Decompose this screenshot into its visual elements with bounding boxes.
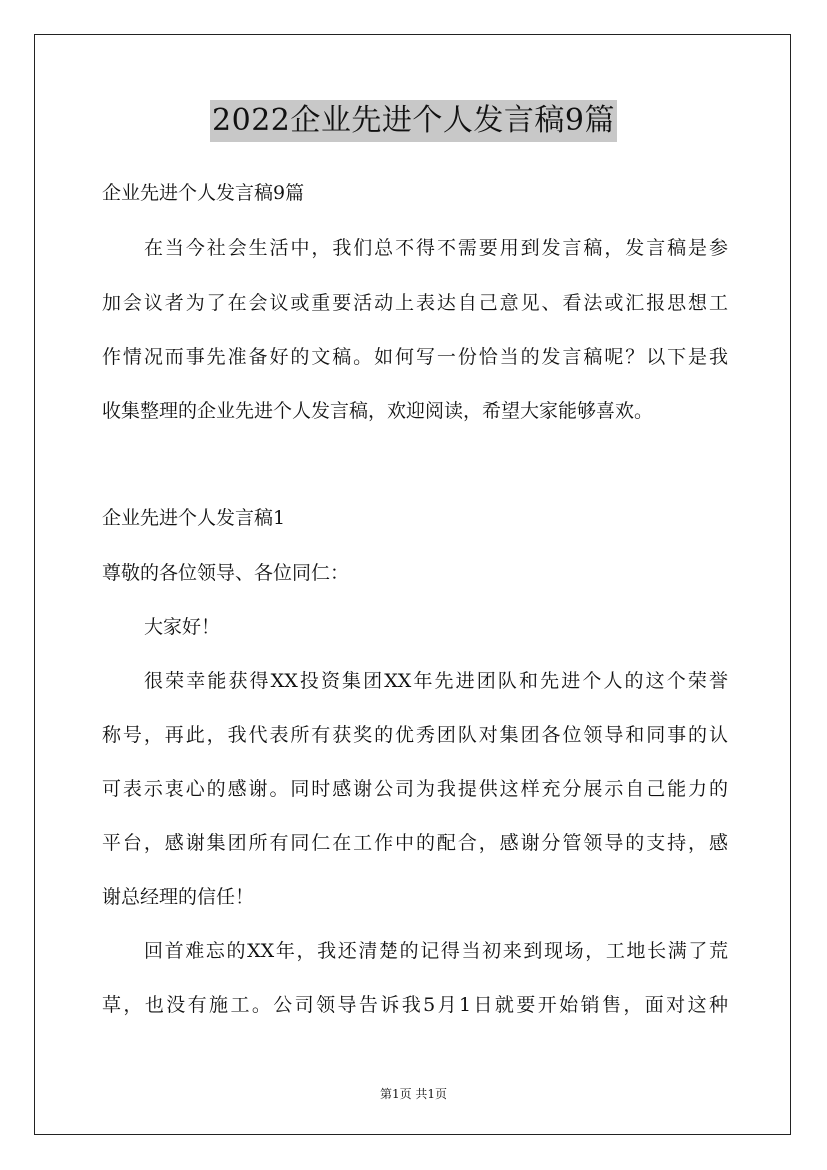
title-container xyxy=(0,100,827,142)
paragraph-line: 平台，感谢集团所有同仁在工作中的配合，感谢分管领导的支持，感 xyxy=(102,832,728,854)
paragraph-line: 回首难忘的XX年，我还清楚的记得当初来到现场，工地长满了荒 xyxy=(144,940,728,962)
document-title: 2022企业先进个人发言稿9篇 xyxy=(210,100,617,142)
page-footer: 第1页 共1页 xyxy=(379,1087,448,1101)
salutation: 尊敬的各位领导、各位同仁： xyxy=(102,562,350,584)
paragraph-line: 草，也没有施工。公司领导告诉我5月1日就要开始销售，面对这种 xyxy=(102,994,728,1016)
paragraph-line: 谢总经理的信任！ xyxy=(102,886,255,908)
paragraph-line: 可表示衷心的感谢。同时感谢公司为我提供这样充分展示自己能力的 xyxy=(102,778,728,800)
intro-line: 收集整理的企业先进个人发言稿，欢迎阅读，希望大家能够喜欢。 xyxy=(102,400,654,422)
greeting: 大家好！ xyxy=(144,616,221,638)
intro-line: 加会议者为了在会议或重要活动上表达自己意见、看法或汇报思想工 xyxy=(102,292,728,314)
intro-line: 作情况而事先准备好的文稿。如何写一份恰当的发言稿呢？以下是我 xyxy=(102,346,728,368)
subtitle: 企业先进个人发言稿9篇 xyxy=(102,182,305,204)
intro-line: 在当今社会生活中，我们总不得不需要用到发言稿，发言稿是参 xyxy=(144,237,728,259)
paragraph-line: 很荣幸能获得XX投资集团XX年先进团队和先进个人的这个荣誉 xyxy=(144,670,728,692)
section-heading: 企业先进个人发言稿1 xyxy=(102,507,286,529)
paragraph-line: 称号，再此，我代表所有获奖的优秀团队对集团各位领导和同事的认 xyxy=(102,724,728,746)
